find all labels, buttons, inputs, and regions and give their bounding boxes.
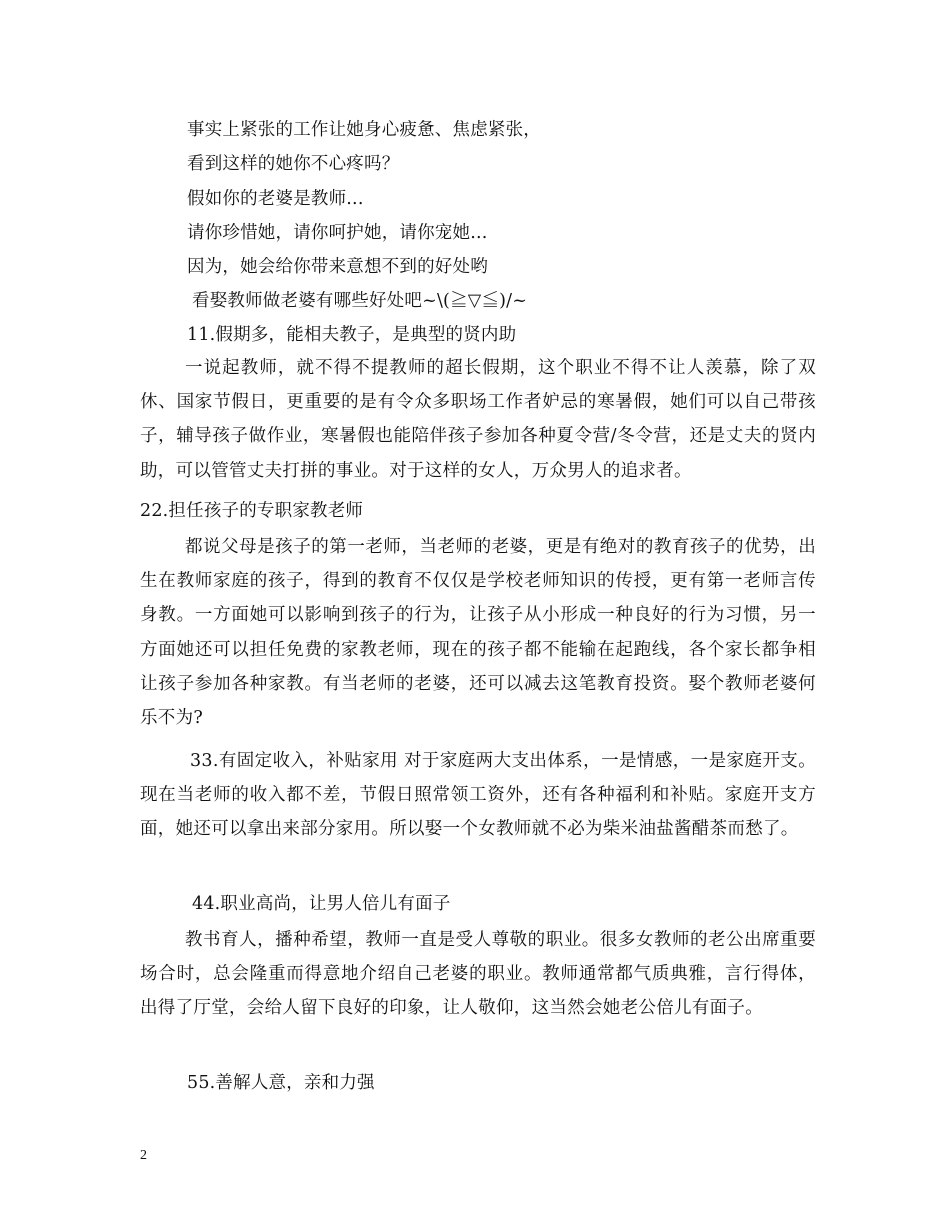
paragraph-tutor: 都说父母是孩子的第一老师，当老师的老婆，更是有绝对的教育孩子的优势，出生在教师家庭的孩子，得到的教育不仅仅是学校老师知识的传授，更有第一老师言传身教。一方面她可以影响到孩子的行为，让孩子从小形成一种良好的行为习惯，另一方面她还可以担任免费的家教老师，现在的孩子都不能输在起跑线，各个家长都争相让孩子参加各种家教。有当老师的老婆，还可以减去这笔教育投资。娶个教师老婆何乐不为? xyxy=(140,537,816,729)
text-line-2: 看到这样的她你不心疼吗？ xyxy=(187,154,400,174)
section-heading-1: 11.假期多，能相夫教子，是典型的贤内助 xyxy=(187,325,517,345)
paragraph-holiday: 一说起教师，就不得不提教师的超长假期，这个职业不得不让人羡慕，除了双休、国家节假日，更重要的是有令众多职场工作者妒忌的寒暑假，她们可以自己带孩子，辅导孩子做作业，寒暑假也能陪伴孩子参加各种夏令营/冬令营，还是丈夫的贤内助，可以管管丈夫打拼的事业。对于这样的女人，万众男人的追求者。 xyxy=(140,358,816,481)
text-line-3: 假如你的老婆是教师... xyxy=(187,189,364,209)
paragraph-respect: 教书育人，播种希望，教师一直是受人尊敬的职业。很多女教师的老公出席重要场合时，总会隆重而得意地介绍自己老婆的职业。教师通常都气质典雅，言行得体，出得了厅堂，会给人留下良好的印象，让人敬仰，这当然会她老公倍儿有面子。 xyxy=(140,930,816,1019)
text-line-5: 因为，她会给你带来意想不到的好处哟 xyxy=(187,257,488,277)
section-heading-4: 44.职业高尚，让男人倍儿有面子 xyxy=(192,894,451,914)
text-line-1: 事实上紧张的工作让她身心疲惫、焦虑紧张， xyxy=(187,120,541,140)
section-heading-2: 22.担任孩子的专职家教老师 xyxy=(140,501,364,521)
section-heading-5: 55.善解人意，亲和力强 xyxy=(187,1073,375,1093)
paragraph-income: 33.有固定收入，补贴家用 对于家庭两大支出体系，一是情感，一是家庭开支。现在当老师的收入都不差，节假日照常领工资外，还有各种福利和补贴。家庭开支方面，她还可以拿出来部分家用。所以娶一个女教师就不必为柴米油盐酱醋茶而愁了。 xyxy=(140,751,816,840)
page-number: 2 xyxy=(140,1148,147,1163)
text-line-4: 请你珍惜她，请你呵护她，请你宠她... xyxy=(187,223,488,243)
text-line-6: 看娶教师做老婆有哪些好处吧~\(≧▽≦)/~ xyxy=(192,291,528,311)
